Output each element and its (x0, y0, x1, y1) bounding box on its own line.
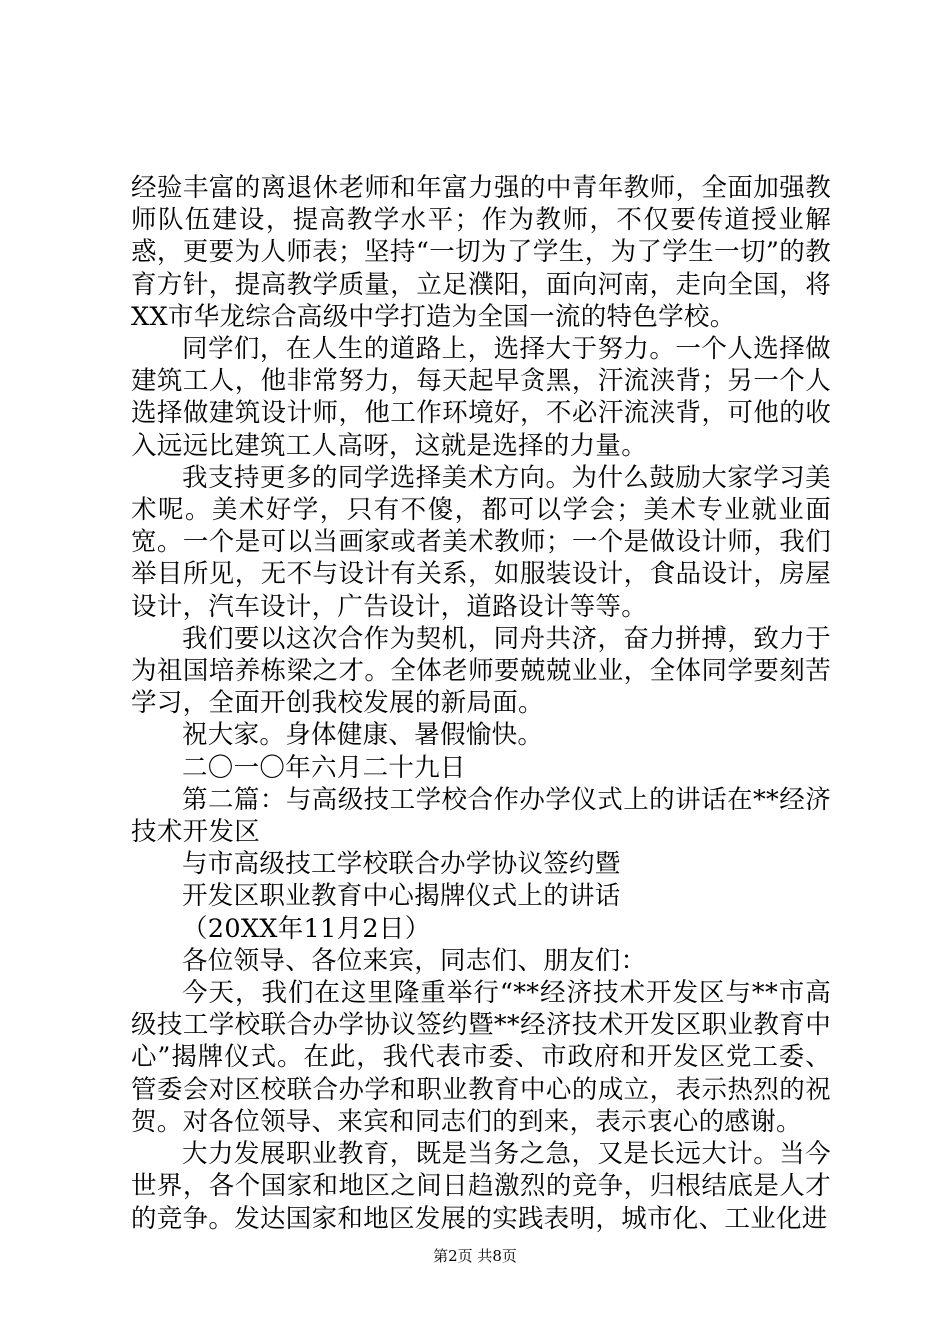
salutation: 各位领导、各位来宾，同志们、朋友们： (182, 945, 647, 976)
paragraph: 同学们，在人生的道路上，选择大于努力。一个人选择做建筑工人，他非常努力，每天起早贪黑，汗流浃背；另一个人选择做建筑设计师，他工作环境好，不必汗流浃背，可他的收入远远比建筑工人高呀，这就是选择的力量。 (131, 334, 831, 461)
paragraph: 今天，我们在这里隆重举行“**经济技术开发区与**市高级技工学校联合办学协议签约暨**经济技术开发区职业教育中心”揭牌仪式。在此，我代表市委、市政府和开发区党工委、管委会对区校联合办学和职业教育中心的成立，表示热烈的祝贺。对各位领导、来宾和同志们的到来，表示衷心的感谢。 (131, 978, 831, 1137)
paragraph: 我们要以这次合作为契机，同舟共济，奋力拼搏，致力于为祖国培养栋梁之才。全体老师要兢兢业业，全体同学要刻苦学习，全面开创我校发展的新局面。 (131, 623, 831, 719)
paragraph-continued: 经验丰富的离退休老师和年富力强的中青年教师，全面加强教师队伍建设，提高教学水平；作为教师，不仅要传道授业解惑，更要为人师表；坚持“一切为了学生，为了学生一切”的教育方针，提高教学质量，立足濮阳，面向河南，走向全国，将XX市华龙综合高级中学打造为全国一流的特色学校。 (131, 173, 831, 332)
paragraph: 大力发展职业教育，既是当务之急，又是长远大计。当今世界，各个国家和地区之间日趋激烈的竞争，归根结底是人才的竞争。发达国家和地区发展的实践表明，城市化、工业化进 (131, 1139, 831, 1234)
paragraph: 我支持更多的同学选择美术方向。为什么鼓励大家学习美术呢。美术好学，只有不傻，都可以学会；美术专业就业面宽。一个是可以当画家或者美术教师；一个是做设计师，我们举目所见，无不与设计有关系，如服装设计，食品设计，房屋设计，汽车设计，广告设计，道路设计等等。 (131, 462, 831, 622)
document-body (131, 172, 831, 1235)
closing-wish: 祝大家。身体健康、暑假愉快。 (182, 720, 544, 751)
speech-title-line-2: 开发区职业教育中心揭牌仪式上的讲话 (182, 881, 621, 912)
page-footer (0, 1246, 950, 1266)
speech-title-line-1: 与市高级技工学校联合办学协议签约暨 (182, 849, 621, 880)
page-number: 第2页 共8页 (433, 1247, 517, 1265)
date-line: 二〇一〇年六月二十九日 (182, 752, 466, 783)
speech-date: （20XX年11月2日） (182, 913, 431, 944)
section-heading: 第二篇：与高级技工学校合作办学仪式上的讲话在**经济技术开发区 (131, 784, 831, 848)
